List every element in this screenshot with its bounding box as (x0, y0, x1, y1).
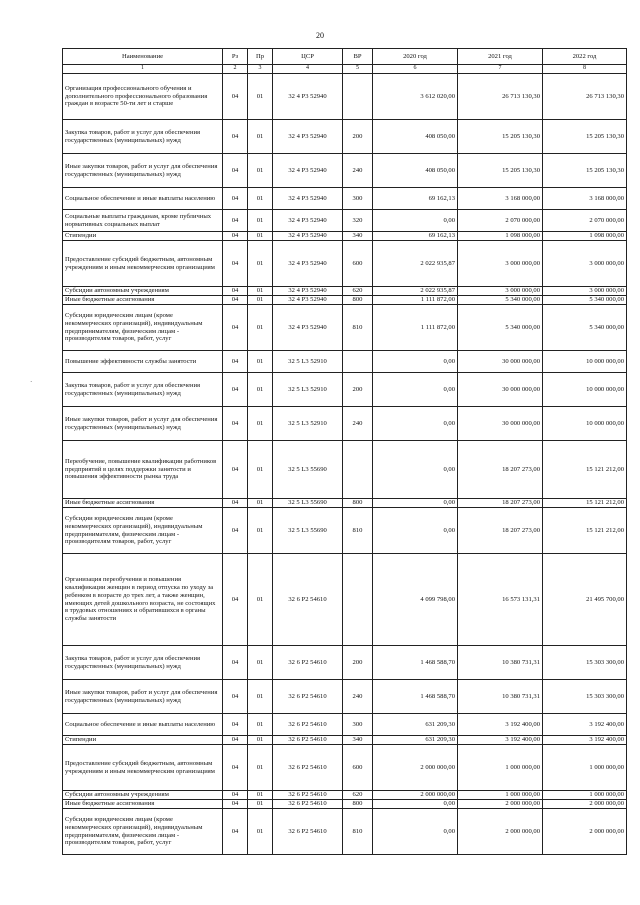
row-2022: 15 121 212,00 (543, 508, 627, 554)
header-row (63, 49, 627, 65)
row-pr: 01 (248, 287, 273, 296)
row-name: Иные закупки товаров, работ и услуг для обеспечения государственных (муниципальных) нужд (63, 407, 223, 441)
row-2022: 10 000 000,00 (543, 351, 627, 373)
table-row (63, 680, 627, 714)
row-vr: 340 (343, 232, 373, 241)
row-pr: 01 (248, 351, 273, 373)
row-name: Социальное обеспечение и иные выплаты населению (63, 188, 223, 210)
row-pr: 01 (248, 809, 273, 855)
row-2020: 0,00 (373, 508, 458, 554)
row-2022: 26 713 130,30 (543, 74, 627, 120)
row-rz: 04 (223, 736, 248, 745)
row-vr: 620 (343, 287, 373, 296)
row-2020: 2 022 935,87 (373, 287, 458, 296)
table-header (63, 49, 627, 74)
row-2022: 15 121 212,00 (543, 499, 627, 508)
table-row (63, 508, 627, 554)
row-csr: 32 5 L3 52910 (273, 373, 343, 407)
row-rz: 04 (223, 351, 248, 373)
row-pr: 01 (248, 736, 273, 745)
row-vr: 620 (343, 791, 373, 800)
row-vr: 200 (343, 120, 373, 154)
column-number: 2 (223, 65, 248, 74)
row-csr: 32 6 P2 54610 (273, 554, 343, 646)
row-vr: 300 (343, 188, 373, 210)
table-row (63, 241, 627, 287)
row-pr: 01 (248, 791, 273, 800)
row-2020: 2 022 935,87 (373, 241, 458, 287)
row-csr: 32 6 P2 54610 (273, 791, 343, 800)
row-name: Социальное обеспечение и иные выплаты населению (63, 714, 223, 736)
header-2020: 2020 год (373, 49, 458, 65)
row-vr: 600 (343, 745, 373, 791)
row-2020: 0,00 (373, 809, 458, 855)
row-2020: 2 000 000,00 (373, 791, 458, 800)
row-name: Субсидии автономным учреждениям (63, 791, 223, 800)
row-vr: 200 (343, 373, 373, 407)
row-name: Субсидии автономным учреждениям (63, 287, 223, 296)
row-2021: 2 000 000,00 (458, 809, 543, 855)
row-rz: 04 (223, 373, 248, 407)
row-2022: 1 098 000,00 (543, 232, 627, 241)
row-rz: 04 (223, 74, 248, 120)
row-vr: 810 (343, 305, 373, 351)
row-name: Стипендии (63, 232, 223, 241)
row-2021: 3 192 400,00 (458, 736, 543, 745)
row-csr: 32 4 P3 52940 (273, 232, 343, 241)
row-csr: 32 6 P2 54610 (273, 736, 343, 745)
row-csr: 32 6 P2 54610 (273, 745, 343, 791)
row-2022: 5 340 000,00 (543, 305, 627, 351)
row-vr (343, 441, 373, 499)
header-pr: Пр (248, 49, 273, 65)
budget-table (62, 48, 627, 855)
row-rz: 04 (223, 499, 248, 508)
row-2022: 15 205 130,30 (543, 120, 627, 154)
row-csr: 32 6 P2 54610 (273, 646, 343, 680)
table-row (63, 74, 627, 120)
row-2022: 3 192 400,00 (543, 736, 627, 745)
row-name: Закупка товаров, работ и услуг для обеспечения государственных (муниципальных) нужд (63, 373, 223, 407)
row-2020: 631 209,30 (373, 714, 458, 736)
table-body (63, 74, 627, 855)
row-csr: 32 4 P3 52940 (273, 188, 343, 210)
page-number: 20 (316, 31, 324, 40)
row-csr: 32 6 P2 54610 (273, 714, 343, 736)
row-pr: 01 (248, 305, 273, 351)
row-pr: 01 (248, 800, 273, 809)
row-csr: 32 4 P3 52940 (273, 74, 343, 120)
row-rz: 04 (223, 441, 248, 499)
row-pr: 01 (248, 154, 273, 188)
row-vr: 200 (343, 646, 373, 680)
table-row (63, 791, 627, 800)
row-pr: 01 (248, 680, 273, 714)
row-2021: 1 000 000,00 (458, 745, 543, 791)
row-pr: 01 (248, 296, 273, 305)
row-2021: 10 380 731,31 (458, 646, 543, 680)
table-row (63, 373, 627, 407)
row-pr: 01 (248, 499, 273, 508)
row-rz: 04 (223, 745, 248, 791)
row-vr: 810 (343, 809, 373, 855)
table-row (63, 188, 627, 210)
row-rz: 04 (223, 241, 248, 287)
column-number: 7 (458, 65, 543, 74)
header-2021: 2021 год (458, 49, 543, 65)
row-csr: 32 5 L3 52910 (273, 351, 343, 373)
column-number: 3 (248, 65, 273, 74)
table-row (63, 441, 627, 499)
row-2022: 21 495 700,00 (543, 554, 627, 646)
row-2020: 3 612 020,00 (373, 74, 458, 120)
row-pr: 01 (248, 441, 273, 499)
row-csr: 32 4 P3 52940 (273, 305, 343, 351)
row-rz: 04 (223, 296, 248, 305)
row-2021: 26 713 130,30 (458, 74, 543, 120)
row-vr: 600 (343, 241, 373, 287)
row-pr: 01 (248, 241, 273, 287)
table-row (63, 745, 627, 791)
row-2022: 15 303 300,00 (543, 646, 627, 680)
row-name: Предоставление субсидий бюджетным, автономным учреждениям и иным некоммерческим организациям (63, 241, 223, 287)
table-row (63, 351, 627, 373)
row-csr: 32 4 P3 52940 (273, 296, 343, 305)
row-2021: 5 340 000,00 (458, 296, 543, 305)
header-2022: 2022 год (543, 49, 627, 65)
row-2020: 0,00 (373, 441, 458, 499)
row-csr: 32 5 L3 55690 (273, 508, 343, 554)
row-vr: 320 (343, 210, 373, 232)
row-csr: 32 4 P3 52940 (273, 120, 343, 154)
table-row (63, 554, 627, 646)
row-2021: 15 205 130,30 (458, 120, 543, 154)
header-name: Наименование (63, 49, 223, 65)
row-2020: 0,00 (373, 373, 458, 407)
row-vr: 800 (343, 296, 373, 305)
row-name: Субсидии юридическим лицам (кроме некоммерческих организаций), индивидуальным предпринимателям, физическим лицам - производителям товаров, работ, услуг (63, 809, 223, 855)
row-2021: 30 000 000,00 (458, 373, 543, 407)
row-2021: 1 098 000,00 (458, 232, 543, 241)
table-row (63, 296, 627, 305)
row-vr (343, 554, 373, 646)
row-2022: 3 168 000,00 (543, 188, 627, 210)
row-pr: 01 (248, 745, 273, 791)
row-vr: 240 (343, 407, 373, 441)
row-2022: 3 000 000,00 (543, 287, 627, 296)
table-row (63, 736, 627, 745)
table-row (63, 809, 627, 855)
row-2020: 408 050,00 (373, 154, 458, 188)
row-name: Иные бюджетные ассигнования (63, 800, 223, 809)
table-row (63, 646, 627, 680)
column-number: 6 (373, 65, 458, 74)
row-rz: 04 (223, 210, 248, 232)
row-vr: 340 (343, 736, 373, 745)
row-rz: 04 (223, 809, 248, 855)
row-2022: 1 000 000,00 (543, 791, 627, 800)
row-2020: 0,00 (373, 351, 458, 373)
row-name: Предоставление субсидий бюджетным, автономным учреждениям и иным некоммерческим организациям (63, 745, 223, 791)
row-csr: 32 6 P2 54610 (273, 809, 343, 855)
row-pr: 01 (248, 120, 273, 154)
row-name: Иные бюджетные ассигнования (63, 296, 223, 305)
row-name: Иные бюджетные ассигнования (63, 499, 223, 508)
row-vr: 800 (343, 800, 373, 809)
row-2021: 16 573 131,31 (458, 554, 543, 646)
row-rz: 04 (223, 232, 248, 241)
row-vr: 810 (343, 508, 373, 554)
row-rz: 04 (223, 680, 248, 714)
row-name: Закупка товаров, работ и услуг для обеспечения государственных (муниципальных) нужд (63, 646, 223, 680)
row-2021: 18 207 273,00 (458, 441, 543, 499)
row-2022: 15 205 130,30 (543, 154, 627, 188)
row-2020: 2 000 000,00 (373, 745, 458, 791)
row-name: Субсидии юридическим лицам (кроме некоммерческих организаций), индивидуальным предпринимателям, физическим лицам - производителям товаров, работ, услуг (63, 508, 223, 554)
row-rz: 04 (223, 646, 248, 680)
row-2021: 3 192 400,00 (458, 714, 543, 736)
table-row (63, 120, 627, 154)
row-pr: 01 (248, 714, 273, 736)
row-2021: 18 207 273,00 (458, 508, 543, 554)
row-2021: 5 340 000,00 (458, 305, 543, 351)
row-rz: 04 (223, 120, 248, 154)
row-2021: 3 000 000,00 (458, 287, 543, 296)
table-row (63, 714, 627, 736)
row-csr: 32 5 L3 55690 (273, 499, 343, 508)
row-2021: 2 070 000,00 (458, 210, 543, 232)
row-2021: 10 380 731,31 (458, 680, 543, 714)
row-csr: 32 5 L3 52910 (273, 407, 343, 441)
row-name: Организация профессионального обучения и дополнительного профессионального образования граждан в возрасте 50-ти лет и старше (63, 74, 223, 120)
row-rz: 04 (223, 554, 248, 646)
table-row (63, 154, 627, 188)
row-rz: 04 (223, 188, 248, 210)
row-vr (343, 351, 373, 373)
row-2022: 10 000 000,00 (543, 373, 627, 407)
row-vr: 800 (343, 499, 373, 508)
table-row (63, 800, 627, 809)
row-pr: 01 (248, 210, 273, 232)
row-name: Переобучение, повышение квалификации работников предприятий в целях поддержки занятости и повышения эффективности рынка труда (63, 441, 223, 499)
row-csr: 32 4 P3 52940 (273, 241, 343, 287)
header-rz: Рз (223, 49, 248, 65)
row-csr: 32 6 P2 54610 (273, 680, 343, 714)
row-name: Иные закупки товаров, работ и услуг для обеспечения государственных (муниципальных) нужд (63, 680, 223, 714)
row-2022: 3 192 400,00 (543, 714, 627, 736)
row-rz: 04 (223, 800, 248, 809)
row-2021: 18 207 273,00 (458, 499, 543, 508)
row-2022: 15 121 212,00 (543, 441, 627, 499)
row-2021: 2 000 000,00 (458, 800, 543, 809)
row-2020: 0,00 (373, 210, 458, 232)
table-row (63, 232, 627, 241)
row-2021: 1 000 000,00 (458, 791, 543, 800)
table-row (63, 210, 627, 232)
row-2021: 3 000 000,00 (458, 241, 543, 287)
row-2020: 0,00 (373, 800, 458, 809)
row-csr: 32 6 P2 54610 (273, 800, 343, 809)
row-pr: 01 (248, 554, 273, 646)
row-pr: 01 (248, 407, 273, 441)
row-2020: 1 111 872,00 (373, 305, 458, 351)
row-2021: 3 168 000,00 (458, 188, 543, 210)
row-name: Субсидии юридическим лицам (кроме некоммерческих организаций), индивидуальным предпринимателям, физическим лицам - производителям товаров, работ, услуг (63, 305, 223, 351)
row-rz: 04 (223, 791, 248, 800)
row-2022: 2 000 000,00 (543, 800, 627, 809)
row-pr: 01 (248, 646, 273, 680)
row-2022: 10 000 000,00 (543, 407, 627, 441)
row-2020: 631 209,30 (373, 736, 458, 745)
row-rz: 04 (223, 305, 248, 351)
column-number-row (63, 65, 627, 74)
row-2020: 4 099 798,00 (373, 554, 458, 646)
row-rz: 04 (223, 508, 248, 554)
row-pr: 01 (248, 188, 273, 210)
table-row (63, 407, 627, 441)
row-csr: 32 5 L3 55690 (273, 441, 343, 499)
row-name: Закупка товаров, работ и услуг для обеспечения государственных (муниципальных) нужд (63, 120, 223, 154)
row-2020: 1 468 588,70 (373, 680, 458, 714)
row-name: Повышение эффективности службы занятости (63, 351, 223, 373)
row-vr: 300 (343, 714, 373, 736)
row-2020: 1 468 588,70 (373, 646, 458, 680)
column-number: 1 (63, 65, 223, 74)
row-name: Иные закупки товаров, работ и услуг для обеспечения государственных (муниципальных) нужд (63, 154, 223, 188)
row-pr: 01 (248, 232, 273, 241)
row-2020: 0,00 (373, 499, 458, 508)
table-row (63, 287, 627, 296)
column-number: 8 (543, 65, 627, 74)
margin-mark: · (30, 378, 33, 386)
header-csr: ЦСР (273, 49, 343, 65)
row-vr: 240 (343, 154, 373, 188)
row-2020: 1 111 872,00 (373, 296, 458, 305)
row-csr: 32 4 P3 52940 (273, 287, 343, 296)
table-row (63, 305, 627, 351)
row-vr: 240 (343, 680, 373, 714)
row-vr (343, 74, 373, 120)
row-2022: 1 000 000,00 (543, 745, 627, 791)
row-2022: 2 070 000,00 (543, 210, 627, 232)
row-2022: 2 000 000,00 (543, 809, 627, 855)
header-vr: ВР (343, 49, 373, 65)
row-pr: 01 (248, 373, 273, 407)
row-csr: 32 4 P3 52940 (273, 154, 343, 188)
row-name: Социальные выплаты гражданам, кроме публичных нормативных социальных выплат (63, 210, 223, 232)
row-2020: 69 162,13 (373, 232, 458, 241)
row-2020: 408 050,00 (373, 120, 458, 154)
row-rz: 04 (223, 154, 248, 188)
row-2021: 15 205 130,30 (458, 154, 543, 188)
row-csr: 32 4 P3 52940 (273, 210, 343, 232)
row-2022: 3 000 000,00 (543, 241, 627, 287)
row-rz: 04 (223, 714, 248, 736)
row-2020: 69 162,13 (373, 188, 458, 210)
row-name: Стипендии (63, 736, 223, 745)
row-2022: 15 303 300,00 (543, 680, 627, 714)
row-rz: 04 (223, 407, 248, 441)
row-2022: 5 340 000,00 (543, 296, 627, 305)
row-2020: 0,00 (373, 407, 458, 441)
row-2021: 30 000 000,00 (458, 407, 543, 441)
table-row (63, 499, 627, 508)
column-number: 5 (343, 65, 373, 74)
column-number: 4 (273, 65, 343, 74)
row-pr: 01 (248, 508, 273, 554)
row-2021: 30 000 000,00 (458, 351, 543, 373)
row-name: Организация переобучения и повышения квалификации женщин в период отпуска по уходу за ребенком в возрасте до трех лет, а также женщин, имеющих детей дошкольного возраста, не состоящих в трудовых отношениях и обратившихся в органы службы занятости (63, 554, 223, 646)
row-pr: 01 (248, 74, 273, 120)
row-rz: 04 (223, 287, 248, 296)
